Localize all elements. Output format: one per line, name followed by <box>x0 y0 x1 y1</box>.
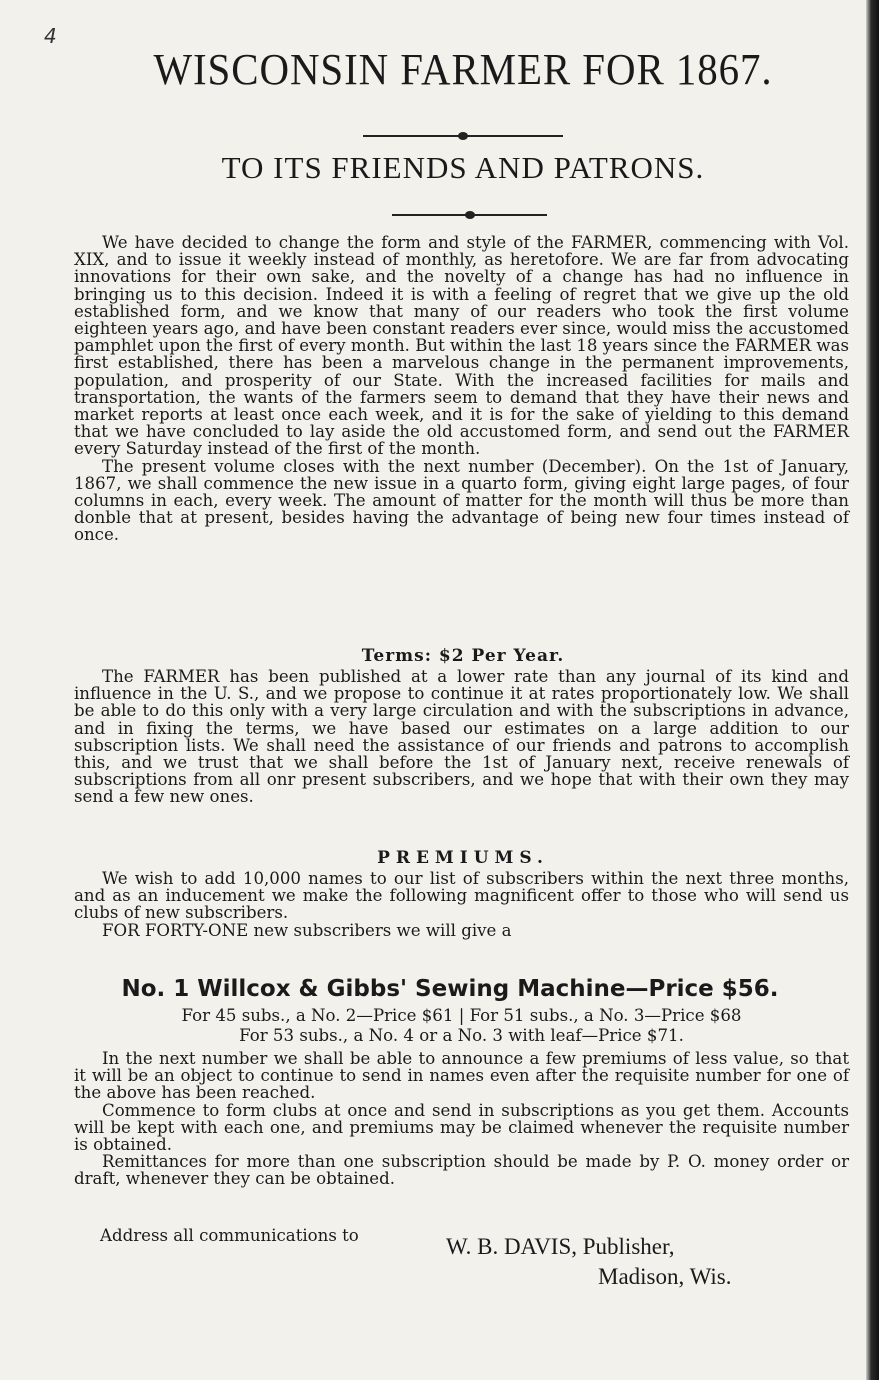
premiums-heading: PREMIUMS. <box>377 848 549 868</box>
terms-heading: Terms: $2 Per Year. <box>361 646 565 666</box>
title-divider <box>363 135 563 137</box>
sewing-machine-offer: No. 1 Willcox & Gibbs' Sewing Machine—Price $56. <box>121 976 779 1002</box>
premiums-section <box>74 870 849 939</box>
page-subtitle: TO ITS FRIENDS AND PATRONS. <box>221 150 705 185</box>
publisher-name: W. B. DAVIS, Publisher, <box>446 1234 675 1259</box>
closing-paragraph-2: Commence to form clubs at once and send in subscriptions as you get them. Accounts will be kept with each one, and premiums may be claimed whenever the requisite number is obtained. <box>74 1100 849 1155</box>
closing-section <box>74 1050 849 1188</box>
price-line-2: For 53 subs., a No. 4 or a No. 3 with leaf—Price $71. <box>239 1026 684 1045</box>
price-line-1: For 45 subs., a No. 2—Price $61 | For 51 subs., a No. 3—Price $68 <box>181 1006 742 1025</box>
page-edge-shadow <box>866 0 879 1380</box>
terms-section <box>74 668 849 806</box>
terms-paragraph: The FARMER has been published at a lower rate than any journal of its kind and influence in the U. S., and we propose to continue it at rates proportionately low. We shall be able to do this only with a very large circulation and with the subscriptions in advance, and in fixing the terms, we have based our estimates on a large addition to our subscription lists. We shall need the assistance of our friends and patrons to accomplish this, and we trust that we shall before the 1st of January next, receive renewals of subscriptions from all onr present subscribers, and we hope that with their own they may send a few new ones. <box>74 667 849 807</box>
subtitle-divider <box>392 214 547 216</box>
intro-paragraph-2: The present volume closes with the next number (December). On the 1st of January, 1867, we shall commence the new issue in a quarto form, giving eight large pages, of four columns in each, every week. The amount of matter for the month will thus be more than donble that at present, besides having the advantage of being new four times instead of once. <box>74 456 849 545</box>
premiums-paragraph-1: We wish to add 10,000 names to our list of subscribers within the next three months, and as an inducement we make the following magnificent offer to those who will send us clubs of new subscribers. <box>74 869 849 923</box>
intro-paragraph-1: We have decided to change the form and style of the FARMER, commencing with Vol. XIX, and to issue it weekly instead of monthly, as heretofore. We are far from advocating innovations for their own sake, and the novelty of a change has had no influence in bringing us to this decision. Indeed it is with a feeling of regret that we give up the old established form, and we know that many of our readers who took the first volume eighteen years ago, and have been constant readers ever since, would miss the accustomed pamphlet upon the first of every month. But within the last 18 years since the FARMER was first established, there has been a marvelous change in the permanent improvements, population, and prosperity of our State. With the increased facilities for mails and transportation, the wants of the farmers seem to demand that they have their news and market reports at least once each week, and it is for the sake of yielding to this demand that we have concluded to lay aside the old accustomed form, and send out the FARMER every Saturday instead of the first of the month. <box>74 233 849 459</box>
handwritten-page-mark: 4 <box>44 24 57 48</box>
publisher-location: Madison, Wis. <box>598 1264 732 1289</box>
page-title: WISCONSIN FARMER FOR 1867. <box>153 45 773 94</box>
premiums-paragraph-2: FOR FORTY-ONE new subscribers we will give a <box>102 920 512 940</box>
closing-paragraph-3: Remittances for more than one subscription should be made by P. O. money order or draft, whenever they can be obtained. <box>74 1152 849 1189</box>
address-line: Address all communications to <box>100 1226 359 1245</box>
closing-paragraph-1: In the next number we shall be able to announce a few premiums of less value, so that it will be an object to continue to send in names even after the requisite number for one of the above has been reached. <box>74 1049 849 1103</box>
intro-section <box>74 234 849 544</box>
